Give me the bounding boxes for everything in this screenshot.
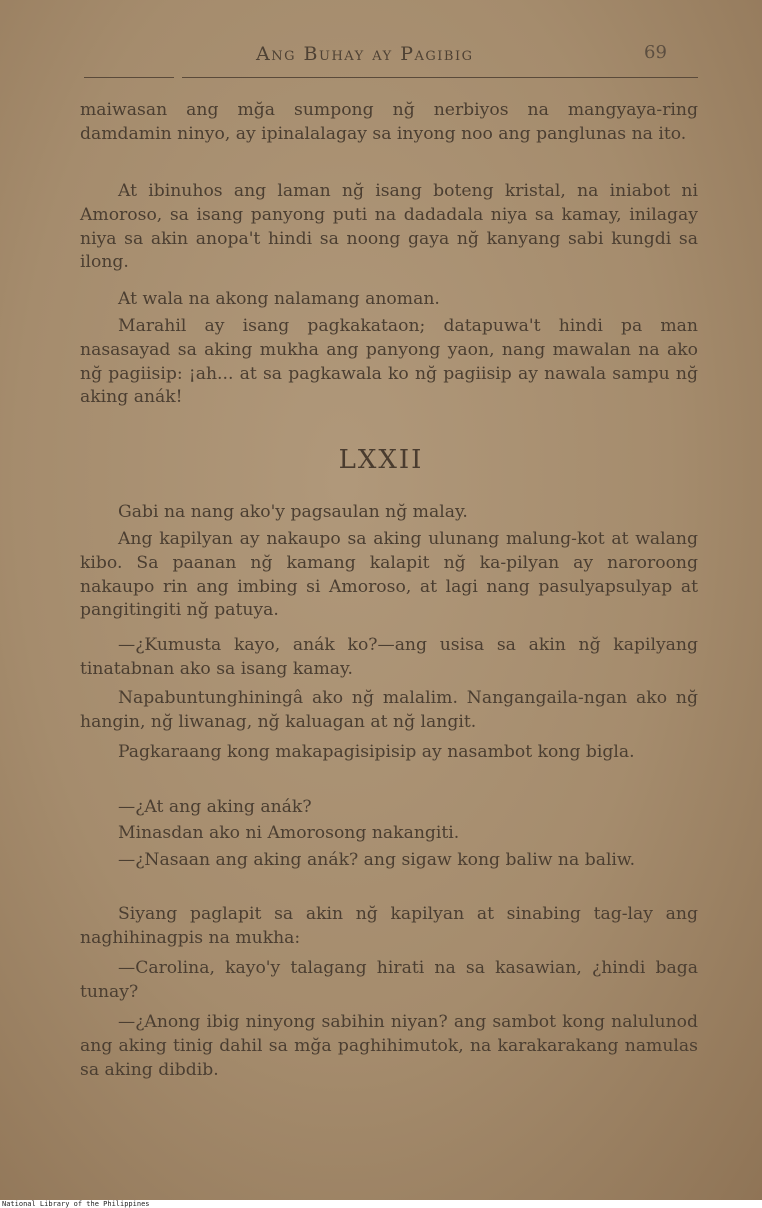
paragraph: Ang kapilyan ay nakaupo sa aking ulunang malung-kot at walang kibo. Sa paanan nğ kamang kalapit nğ ka-pilyan ay naroroong nakaupo rin ang imbing si Amoroso, at lagi nang pasulyapsulyap at pangitingiti nğ patuya. [80,529,698,621]
page-number: 69 [644,42,667,63]
paragraph: Marahil ay isang pagkakataon; datapuwa't hindi pa man nasasayad sa aking mukha ang panyong yaon, nang mawalan na ako nğ pagiisip: ¡ah... at sa pagkawala ko nğ pagiisip ay nawala sampu nğ aking anák! [80,316,698,408]
header-rule-right [182,77,698,78]
paragraph: At ibinuhos ang laman nğ isang boteng kristal, na iniabot ni Amoroso, sa isang panyong puti na dadadala niya sa kamay, inilagay niya sa akin anopa't hindi sa noong gaya nğ kanyang sabi kungdi sa ilong. [80,181,698,273]
chapter-heading: LXXII [338,445,424,475]
paragraph: —¿At ang aking anák? [118,797,312,817]
paragraph: Gabi na nang ako'y pagsaulan nğ malay. [118,502,468,522]
paragraph: Napabuntunghiningâ ako nğ malalim. Nangangaila-ngan ako nğ hangin, nğ liwanag, nğ kaluagan at nğ langit. [80,688,698,732]
paragraph: Siyang paglapit sa akin nğ kapilyan at sinabing tag-lay ang naghihinagpis na mukha: [80,904,698,948]
paragraph: —¿Nasaan ang aking anák? ang sigaw kong baliw na baliw. [118,850,636,870]
paragraph: At wala na akong nalamang anoman. [118,289,440,309]
paragraph: Minasdan ako ni Amorosong nakangiti. [118,823,460,843]
paragraph: —¿Kumusta kayo, anák ko?—ang usisa sa akin nğ kapilyang tinatabnan ako sa isang kamay. [80,635,698,679]
paragraph: —Carolina, kayo'y talagang hirati na sa kasawian, ¿hindi baga tunay? [80,958,698,1002]
footer-credit: National Library of the Philippines [2,1200,150,1208]
paragraph: Pagkaraang kong makapagisipisip ay nasambot kong bigla. [118,742,635,762]
running-header-title: Ang Buhay ay Pagibig [256,43,474,65]
paragraph: —¿Anong ibig ninyong sabihin niyan? ang sambot kong nalulunod ang aking tinig dahil sa mğa paghihimutok, na karakarakang namulas sa aking dibdib. [80,1012,698,1080]
paragraph-continued: maiwasan ang mğa sumpong nğ nerbiyos na mangyaya-ring damdamin ninyo, ay ipinalalagay sa inyong noo ang panglunas na ito. [80,100,698,144]
header-rule-left [84,77,174,78]
